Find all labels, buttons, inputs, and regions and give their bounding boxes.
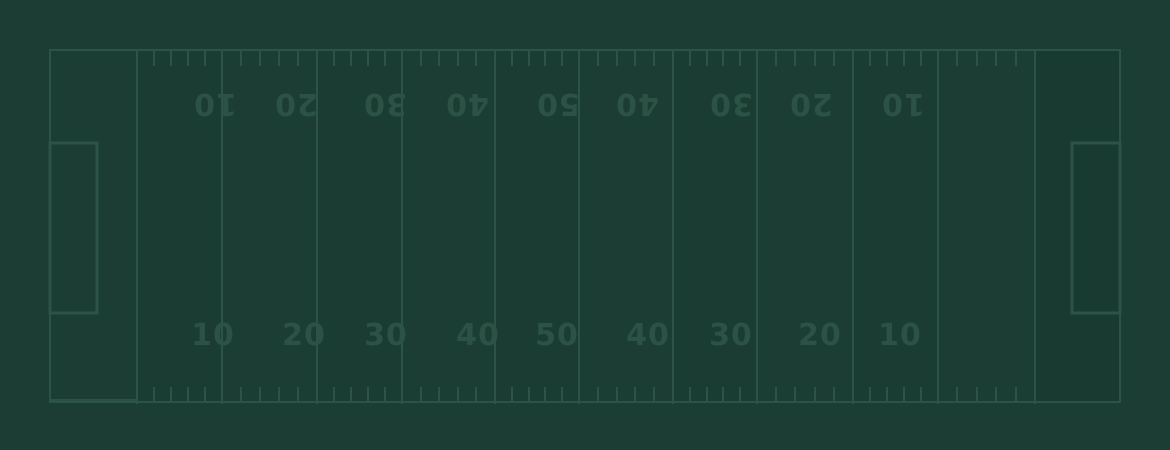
top-yard-number: 20 (274, 86, 318, 121)
top-yard-number: 50 (536, 86, 580, 121)
bottom-yard-number: 10 (878, 318, 922, 353)
bottom-yard-number: 20 (798, 318, 842, 353)
top-yard-number: 30 (363, 86, 407, 121)
top-yard-number: 30 (709, 86, 753, 121)
top-yard-number: 40 (445, 86, 489, 121)
bottom-yard-number: 50 (535, 318, 579, 353)
right-endzone (1035, 50, 1120, 402)
bottom-yard-numbers (191, 318, 922, 353)
top-yard-number: 10 (881, 86, 925, 121)
bottom-yard-number: 30 (709, 318, 753, 353)
top-yard-number: 20 (789, 86, 833, 121)
bottom-yard-number: 40 (456, 318, 500, 353)
top-yard-numbers (193, 86, 925, 121)
bottom-yard-number: 40 (626, 318, 670, 353)
bottom-yard-number: 20 (282, 318, 326, 353)
top-yard-number: 10 (193, 86, 237, 121)
field-panel (938, 51, 1035, 401)
left-endzone (50, 50, 137, 400)
bottom-yard-number: 30 (364, 318, 408, 353)
bottom-yard-number: 10 (191, 318, 235, 353)
top-yard-number: 40 (615, 86, 659, 121)
